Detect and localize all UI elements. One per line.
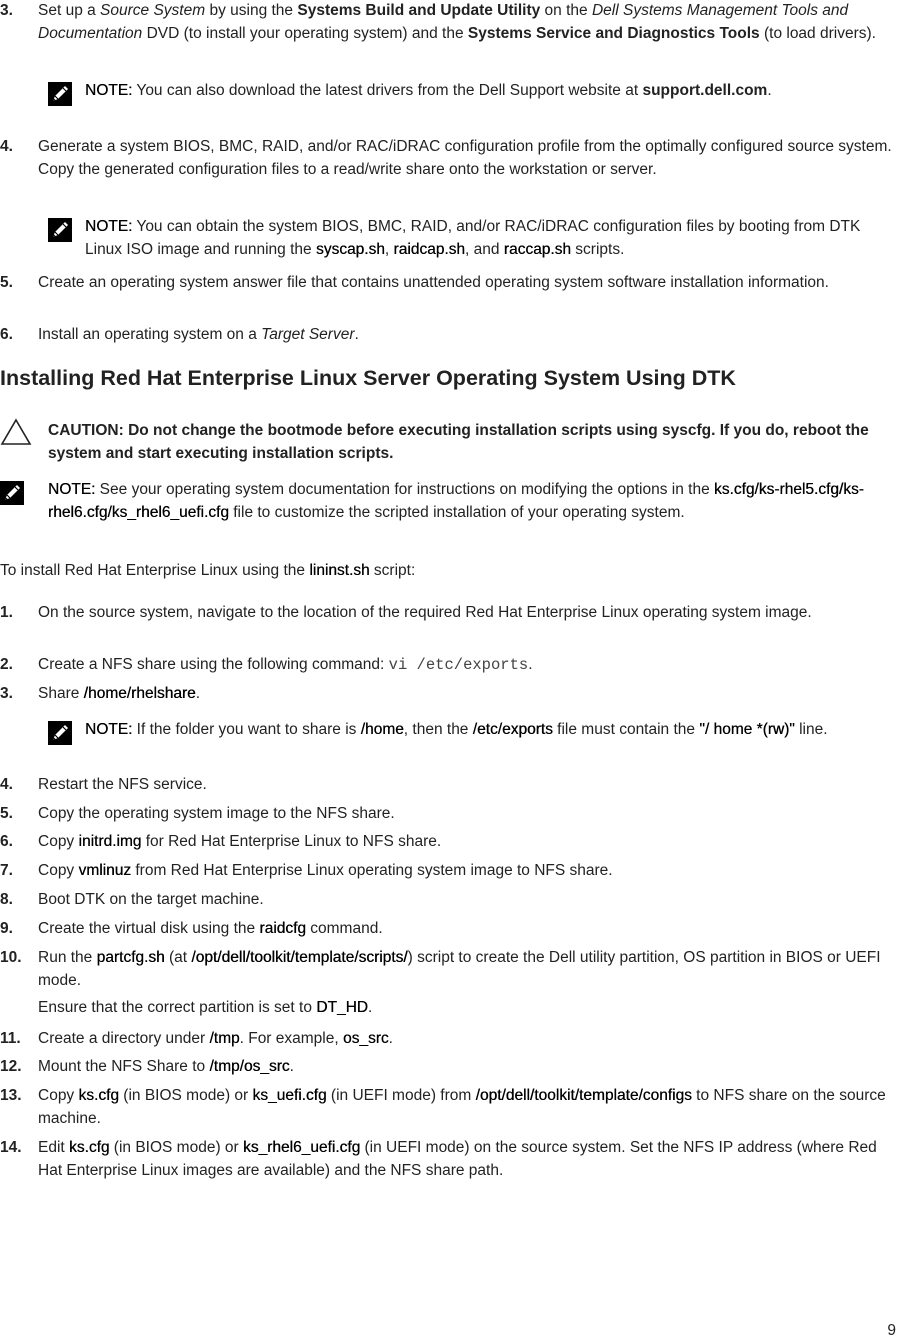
block-text — [38, 324, 898, 347]
text-run: DT_HD — [316, 999, 368, 1016]
block-text — [38, 1137, 898, 1182]
text-run: . — [528, 656, 533, 673]
list-number: 13. — [0, 1087, 22, 1104]
text-run: for Red Hat Enterprise Linux to NFS share. — [141, 833, 442, 850]
text-run: NOTE: — [85, 721, 133, 738]
list-number: 9. — [0, 920, 13, 937]
text-run: , — [384, 240, 394, 258]
list-number: 4. — [0, 776, 13, 793]
text-run: partcfg.sh — [96, 949, 165, 966]
block-text — [38, 1056, 898, 1079]
block-text — [38, 654, 898, 677]
text-run: Run the — [38, 949, 97, 966]
block-text — [38, 947, 898, 992]
text-run: ks_rhel6_uefi.cfg — [243, 1139, 361, 1156]
text-run: raccap.sh — [503, 240, 571, 258]
text-run: Copy the operating system image to the NFS share. — [38, 805, 395, 822]
block-text — [85, 216, 898, 261]
block-text — [38, 602, 898, 625]
text-run: . — [388, 1030, 393, 1047]
text-run: /opt/dell/toolkit/template/scripts/ — [191, 949, 408, 966]
text-run: Ensure that the correct partition is set to — [38, 999, 317, 1016]
block-text — [48, 420, 898, 465]
note-pencil-icon — [48, 218, 72, 250]
text-run: NOTE: — [85, 218, 133, 235]
text-run: If the folder you want to share is — [132, 721, 361, 738]
text-run: ks.cfg/ks-rhel5.cfg/ks-rhel6.cfg/ks_rhel6_uefi.cfg — [48, 481, 864, 521]
list-number: 5. — [0, 805, 13, 822]
text-run: To install Red Hat Enterprise Linux using the — [0, 562, 310, 579]
block-text — [38, 1085, 898, 1130]
text-run: Set up a — [38, 2, 101, 19]
text-run: on the — [540, 2, 592, 19]
text-run: (in UEFI mode) from — [326, 1087, 476, 1104]
text-run: raidcfg — [259, 920, 306, 937]
text-run: Share — [38, 685, 84, 702]
text-run: See your operating system documentation for instructions on modifying the options in the — [95, 481, 714, 498]
text-run: . — [195, 685, 200, 702]
block-text — [38, 889, 898, 912]
text-run: command. — [305, 920, 383, 937]
text-run: Edit — [38, 1139, 70, 1156]
block-text — [38, 683, 898, 706]
block-text — [0, 367, 898, 390]
block-text — [38, 918, 898, 941]
text-run: /opt/dell/toolkit/template/configs — [475, 1087, 692, 1104]
text-run: by using the — [205, 2, 298, 19]
text-run: scripts. — [570, 240, 625, 258]
list-number: 3. — [0, 685, 13, 702]
list-number: 6. — [0, 833, 13, 850]
text-run: Mount the NFS Share to — [38, 1058, 210, 1075]
text-run: "/ home *(rw)" — [699, 721, 795, 738]
block-text — [38, 0, 898, 45]
text-run: Create an operating system answer file that contains unattended operating system software installation information. — [38, 274, 829, 291]
text-run: Installing Red Hat Enterprise Linux Server Operating System Using DTK — [0, 366, 736, 390]
text-run: . — [767, 82, 772, 99]
text-run: /tmp/os_src — [209, 1058, 290, 1075]
text-run: (in BIOS mode) or — [109, 1139, 244, 1156]
text-run: (at — [164, 949, 192, 966]
block-text — [38, 1028, 898, 1051]
block-text — [0, 560, 898, 583]
list-number: 3. — [0, 2, 13, 19]
text-run: . — [289, 1058, 294, 1075]
note-pencil-icon — [0, 481, 24, 513]
block-text — [38, 774, 898, 797]
text-run: initrd.img — [78, 833, 142, 850]
text-run: vmlinuz — [78, 862, 132, 879]
text-run: Create a directory under — [38, 1030, 210, 1047]
text-run: . — [354, 326, 359, 343]
text-run: /home/rhelshare — [83, 685, 196, 702]
text-run: vi /etc/exports — [388, 656, 529, 674]
text-run: Restart the NFS service. — [38, 776, 207, 793]
caution-triangle-icon — [0, 422, 32, 454]
text-run: CAUTION: Do not change the bootmode before executing installation scripts using syscfg. If you do, reboot the system and start executing installation scripts. — [48, 422, 869, 462]
text-run: , and — [465, 240, 504, 258]
list-number: 2. — [0, 656, 13, 673]
block-text — [38, 997, 898, 1020]
text-run: line. — [794, 721, 828, 738]
text-run: . For example, — [239, 1030, 343, 1047]
text-run: NOTE: — [85, 82, 133, 99]
list-number: 4. — [0, 138, 13, 155]
block-text — [38, 803, 898, 826]
text-run: Create the virtual disk using the — [38, 920, 260, 937]
text-run: /home — [360, 721, 404, 738]
text-run: Boot DTK on the target machine. — [38, 891, 264, 908]
text-run: script: — [369, 562, 416, 579]
text-run: ) script to create the Dell utility partition, OS partition in BIOS or UEFI mode. — [38, 949, 881, 989]
text-run: raidcap.sh — [393, 240, 465, 258]
block-text — [38, 136, 898, 181]
text-run: /tmp — [209, 1030, 240, 1047]
text-run: os_src — [342, 1030, 389, 1047]
text-run: Copy — [38, 1087, 79, 1104]
list-number: 10. — [0, 949, 22, 966]
block-text — [38, 860, 898, 883]
text-run: Systems Build and Update Utility — [297, 2, 541, 19]
note-pencil-icon — [48, 82, 72, 114]
text-run: Systems Service and Diagnostics Tools — [467, 24, 760, 42]
text-run: You can obtain the system BIOS, BMC, RAID, and/or RAC/iDRAC configuration files by booting from DTK Linux ISO image and running the — [85, 218, 861, 258]
text-run: , then the — [403, 721, 473, 738]
block-text — [38, 831, 898, 854]
text-run: Dell Systems Management Tools and Documentation — [38, 2, 849, 42]
text-run: ks.cfg — [78, 1087, 119, 1104]
text-run: DVD (to install your operating system) and the — [142, 24, 468, 42]
text-run: Create a NFS share using the following command: — [38, 656, 389, 673]
text-run: to NFS share on the source machine. — [38, 1087, 886, 1127]
text-run: file must contain the — [552, 721, 700, 738]
list-number: 14. — [0, 1139, 22, 1156]
text-run: Copy — [38, 862, 79, 879]
text-run: You can also download the latest drivers from the Dell Support website at — [132, 82, 643, 99]
block-text — [38, 272, 898, 295]
text-run: /etc/exports — [472, 721, 553, 738]
note-pencil-icon — [48, 721, 72, 753]
text-run: support.dell.com — [642, 82, 768, 99]
block-text — [85, 80, 898, 103]
block-text — [48, 479, 898, 524]
list-number: 12. — [0, 1058, 22, 1075]
text-run: On the source system, navigate to the location of the required Red Hat Enterprise Linux operating system image. — [38, 604, 812, 621]
text-run: file to customize the scripted installation of your operating system. — [228, 503, 685, 521]
text-run: (in UEFI mode) on the source system. Set the NFS IP address (where Red Hat Enterprise Linux images are available) and the NFS share path. — [38, 1139, 877, 1179]
text-run: (to load drivers). — [759, 24, 876, 42]
text-run: syscap.sh — [315, 240, 385, 258]
text-run: Copy — [38, 833, 79, 850]
text-run: . — [367, 999, 373, 1016]
text-run: Source System — [100, 2, 206, 19]
list-number: 7. — [0, 862, 13, 879]
list-number: 11. — [0, 1030, 21, 1047]
text-run: NOTE: — [48, 481, 96, 498]
list-number: 1. — [0, 604, 13, 621]
text-run: Generate a system BIOS, BMC, RAID, and/or RAC/iDRAC configuration profile from the optimally configured source system. Copy the generated configuration files to a read/write share onto the workstation or server. — [38, 138, 892, 178]
text-run: (in BIOS mode) or — [118, 1087, 253, 1104]
text-run: Target Server — [261, 326, 355, 343]
list-number: 6. — [0, 326, 13, 343]
list-number: 5. — [0, 274, 13, 291]
text-run: ks_uefi.cfg — [252, 1087, 327, 1104]
text-run: Install an operating system on a — [38, 326, 262, 343]
block-text — [85, 719, 898, 742]
text-run: ks.cfg — [69, 1139, 110, 1156]
text-run: from Red Hat Enterprise Linux operating system image to NFS share. — [131, 862, 613, 879]
text-run: lininst.sh — [309, 562, 370, 579]
list-number: 8. — [0, 891, 13, 908]
page-number: 9 — [887, 1322, 896, 1339]
